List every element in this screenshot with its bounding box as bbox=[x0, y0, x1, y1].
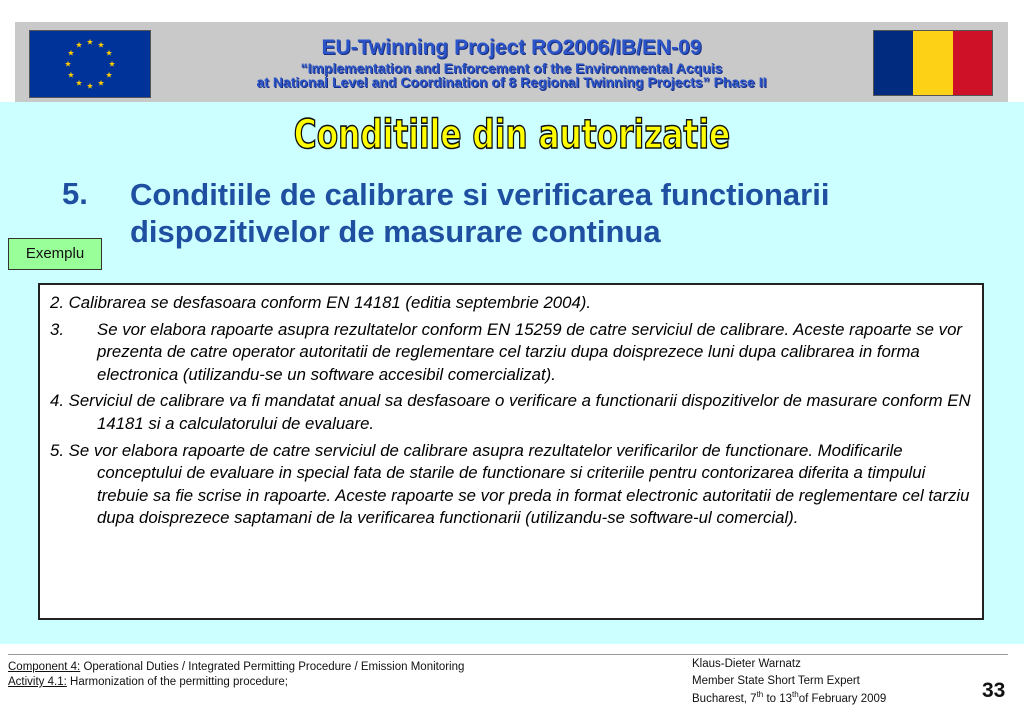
romania-flag-icon bbox=[873, 30, 993, 96]
footer-place-date bbox=[692, 690, 886, 705]
footer-place-suffix: of February 2009 bbox=[798, 692, 887, 705]
project-subtitle-line1: “Implementation and Enforcement of the Environmental Acquis bbox=[300, 60, 723, 76]
footer-sup-2: th bbox=[792, 690, 799, 699]
example-label: Exemplu bbox=[8, 238, 102, 270]
list-item-3-text: Se vor elabora rapoarte asupra rezultatelor conform EN 15259 de catre serviciul de calibrare. Aceste rapoarte se vor prezenta de catre operator autoritatii de reglementare cel tarziu dupa doisprezece luni dupa calibrarea in forma electronica (utilizandu-se un software accesibil comercializat). bbox=[97, 319, 962, 384]
list-item-2: 2. Calibrarea se desfasoara conform EN 14181 (editia septembrie 2004). bbox=[50, 293, 592, 312]
footer bbox=[0, 644, 1024, 709]
footer-component bbox=[8, 661, 464, 673]
project-subtitle-line2: at National Level and Coordination of 8 Regional Twinning Projects” Phase II bbox=[256, 74, 767, 90]
list-item-3 bbox=[50, 319, 972, 387]
page-number: 33 bbox=[982, 679, 1006, 702]
slide-title: Conditiile din autorizatie bbox=[293, 112, 731, 158]
footer-activity bbox=[8, 676, 288, 688]
footer-component-label: Component 4: bbox=[8, 661, 81, 673]
header-banner bbox=[15, 22, 1008, 102]
list-item-3-number: 3. bbox=[50, 319, 64, 339]
footer-author: Klaus-Dieter Warnatz bbox=[692, 658, 801, 670]
section-title: Conditiile de calibrare si verificarea functionarii dispozitivelor de masurare continua bbox=[130, 177, 830, 249]
footer-component-text: Operational Duties / Integrated Permitting Procedure / Emission Monitoring bbox=[80, 661, 465, 673]
footer-activity-label: Activity 4.1: bbox=[8, 676, 67, 688]
list-item-5: 5. Se vor elabora rapoarte de catre serviciul de calibrare asupra rezultatelor verificarilor de functionare. Modificarile conceptului de evaluare in special fata de starile de functionare si criteriile pentru contorizarea diferita a timpului trebuie sa fie scrise in rapoarte. Aceste rapoarte se vor preda in format electronic autoritatii de reglementare cel tarziu dupa doisprezece saptamani de la verificarea functionarii (utilizandu-se software-ul comercial). bbox=[50, 440, 970, 528]
section-number: 5. bbox=[62, 176, 88, 211]
footer-sup-1: th bbox=[756, 690, 764, 699]
footer-place-mid: to 13 bbox=[763, 692, 793, 705]
content-box bbox=[38, 283, 984, 620]
footer-place-prefix: Bucharest, 7 bbox=[692, 692, 757, 705]
footer-divider bbox=[8, 654, 1008, 655]
project-title: EU-Twinning Project RO2006/IB/EN-09 bbox=[321, 36, 702, 59]
slide-body bbox=[0, 102, 1024, 644]
footer-role: Member State Short Term Expert bbox=[692, 675, 860, 687]
footer-activity-text: Harmonization of the permitting procedure; bbox=[66, 676, 288, 688]
list-item-4: 4. Serviciul de calibrare va fi mandatat anual sa desfasoare o verificare a functionarii dispozitivelor de masurare conform EN 14181 si a calculatorului de evaluare. bbox=[50, 391, 971, 433]
